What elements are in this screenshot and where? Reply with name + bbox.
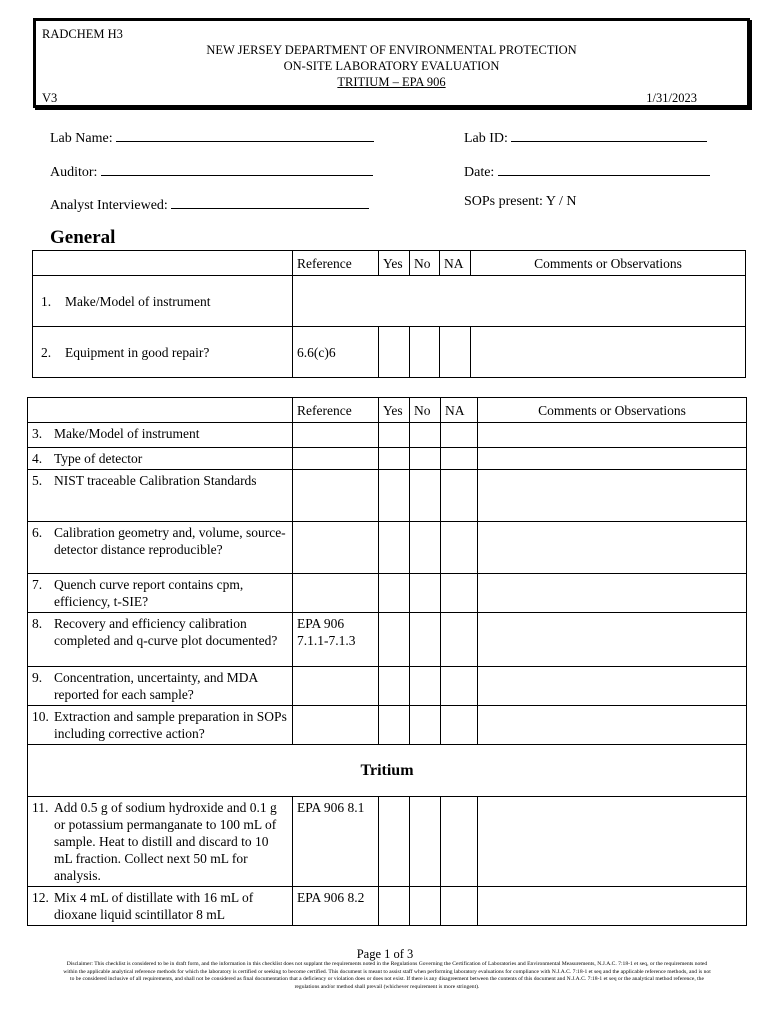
disclaimer-text: Disclaimer: This checklist is considered to be in draft form, and the information in this checklist does not supplant the requirements noted in the Regulations Governing the Certification of Laboratories and Environmental Measurements, N.J.A.C. 7:18-1 et seq, or the requirements noted within the applicable analytical reference methods for which the laboratory is certified or seeking to become certified. This document is meant to assist staff when performing laboratory evaluations for compliance with N.J.A.C. 7:18-1 et seq and the applicable reference methods, and is not to be considered inclusive of all requirements, and shall not be considered as final documentation that a deficiency or violation does or does not exist. If there is any disagreement between the contents of this document and N.J.A.C. 7:18-1 et seq or the analytical method reference, the regulations and/or method shall prevail (whichever requirement is more stringent). [63,961,711,990]
reference-cell [293,706,379,745]
no-cell[interactable] [410,797,441,887]
table-row [28,667,747,706]
no-cell[interactable] [410,887,441,926]
table-row [28,448,747,470]
tritium-table-body [28,797,747,926]
subsection-row [28,745,747,797]
question-number: 8. [32,616,43,631]
yes-cell[interactable] [379,887,410,926]
question-text: Mix 4 mL of distillate with 16 mL of dioxane liquid scintillator 8 mL [54,890,254,922]
lab-name-label: Lab Name: [50,131,113,146]
question-number: 12. [32,890,49,905]
section-title: General [50,227,116,248]
question-text: Extraction and sample preparation in SOPs including corrective action? [54,709,287,741]
question-cell [28,706,293,745]
yes-cell[interactable] [379,667,410,706]
document-header [33,18,750,108]
table-header-row [33,251,746,276]
yes-cell[interactable] [379,423,410,448]
yes-cell[interactable] [379,613,410,667]
question-cell [28,667,293,706]
question-text: Make/Model of instrument [65,293,211,309]
question-text: Add 0.5 g of sodium hydroxide and 0.1 g or potassium permanganate to 100 mL of sample. Heat to distill and discard to 10 mL fraction. Collect next 50 mL for analysis. [54,800,277,883]
table-row [28,797,747,887]
question-cell [28,574,293,613]
question-cell [28,423,293,448]
table-row [28,706,747,745]
table-row [28,613,747,667]
table-row [28,574,747,613]
yes-cell[interactable] [379,797,410,887]
department-title: NEW JERSEY DEPARTMENT OF ENVIRONMENTAL PROTECTION [206,43,577,57]
lab-id-line[interactable] [511,127,707,142]
comments-cell[interactable] [478,448,747,470]
reference-cell [293,522,379,574]
yes-cell[interactable] [379,470,410,522]
reference-cell [293,423,379,448]
yes-cell[interactable] [379,706,410,745]
header-no: No [410,251,440,276]
question-text: Concentration, uncertainty, and MDA reported for each sample? [54,670,258,702]
table-row [28,423,747,448]
question-cell [28,797,293,887]
header-reference: Reference [293,251,379,276]
reference-cell: EPA 906 8.2 [293,887,379,926]
question-number: 9. [32,670,43,685]
subsection-title: Tritium [28,745,747,797]
header-yes: Yes [379,251,410,276]
form-code: RADCHEM H3 [42,27,123,41]
header-no: No [410,398,441,423]
no-cell[interactable] [410,613,441,667]
auditor-label: Auditor: [50,165,98,180]
na-cell[interactable] [441,448,478,470]
question-number: 1. [41,293,52,309]
question-cell [28,522,293,574]
header-blank [33,251,293,276]
instrument-table [27,397,747,926]
question-number: 3. [32,426,43,441]
header-comments: Comments or Observations [471,251,746,276]
header-na: NA [440,251,471,276]
question-text: Equipment in good repair? [65,344,210,360]
comments-cell[interactable] [478,574,747,613]
header-blank [28,398,293,423]
method-title [36,75,747,90]
analyst-field[interactable] [50,194,369,214]
yes-cell[interactable] [379,522,410,574]
page-number: Page 1 of 3 [356,947,414,961]
reference-cell [293,667,379,706]
reference-cell [293,470,379,522]
no-cell[interactable] [410,574,441,613]
header-comments: Comments or Observations [478,398,747,423]
lab-name-line[interactable] [116,127,374,142]
na-cell[interactable] [441,470,478,522]
question-cell [33,276,293,327]
question-number: 2. [41,344,52,360]
question-text: Quench curve report contains cpm, efficiency, t-SIE? [54,577,244,609]
na-cell[interactable] [441,613,478,667]
answer-cell-merged[interactable] [293,276,746,327]
header-yes: Yes [379,398,410,423]
no-cell[interactable] [410,327,440,378]
reference-cell [293,574,379,613]
question-text: Calibration geometry and, volume, source-detector distance reproducible? [54,525,286,557]
question-text: NIST traceable Calibration Standards [54,473,257,488]
table-row [28,887,747,926]
comments-cell[interactable] [478,887,747,926]
sops-present-field[interactable] [464,194,577,210]
reference-cell: EPA 906 7.1.1-7.1.3 [293,613,379,667]
method-title-text: TRITIUM – EPA 906 [337,75,446,89]
question-number: 7. [32,577,43,592]
no-cell[interactable] [410,448,441,470]
question-text: Make/Model of instrument [54,426,200,441]
question-number: 5. [32,473,43,488]
yes-cell[interactable] [379,574,410,613]
comments-cell[interactable] [478,797,747,887]
question-cell [28,887,293,926]
question-number: 6. [32,525,43,540]
question-number: 4. [32,451,43,466]
na-cell[interactable] [441,522,478,574]
version-label: V3 [42,91,58,105]
header-na: NA [441,398,478,423]
na-cell[interactable] [441,887,478,926]
reference-cell: EPA 906 8.1 [293,797,379,887]
table-row [33,276,746,327]
analyst-label: Analyst Interviewed: [50,198,168,213]
evaluation-title: ON-SITE LABORATORY EVALUATION [283,59,500,73]
date-label: Date: [464,165,495,180]
table-row [33,327,746,378]
comments-cell[interactable] [478,470,747,522]
no-cell[interactable] [410,423,441,448]
no-cell[interactable] [410,470,441,522]
question-number: 10. [32,709,49,724]
lab-id-field[interactable] [464,127,707,147]
revision-date: 1/31/2023 [646,91,697,105]
yes-cell[interactable] [379,327,410,378]
general-table [32,250,746,378]
na-cell[interactable] [441,574,478,613]
question-cell [28,613,293,667]
date-line[interactable] [498,161,710,176]
auditor-field[interactable] [50,161,373,181]
question-cell [33,327,293,378]
auditor-line[interactable] [101,161,373,176]
question-cell [28,470,293,522]
sops-present-label: SOPs present: Y / N [464,194,577,209]
no-cell[interactable] [410,706,441,745]
reference-cell: 6.6(c)6 [293,327,379,378]
lab-name-field[interactable] [50,127,374,147]
na-cell[interactable] [441,706,478,745]
na-cell[interactable] [441,667,478,706]
lab-id-label: Lab ID: [464,131,508,146]
comments-cell[interactable] [471,327,746,378]
comments-cell[interactable] [478,522,747,574]
table-row [28,470,747,522]
header-reference: Reference [293,398,379,423]
na-cell[interactable] [441,797,478,887]
yes-cell[interactable] [379,448,410,470]
comments-cell[interactable] [478,706,747,745]
comments-cell[interactable] [478,613,747,667]
table-row [28,522,747,574]
comments-cell[interactable] [478,667,747,706]
question-text: Recovery and efficiency calibration completed and q-curve plot documented? [54,616,278,648]
no-cell[interactable] [410,522,441,574]
analyst-line[interactable] [171,194,369,209]
question-text: Type of detector [54,451,143,466]
na-cell[interactable] [441,423,478,448]
instrument-table-body [28,423,747,745]
comments-cell[interactable] [478,423,747,448]
question-number: 11. [32,800,49,815]
question-cell [28,448,293,470]
date-field[interactable] [464,161,710,181]
na-cell[interactable] [440,327,471,378]
reference-cell [293,448,379,470]
table-header-row [28,398,747,423]
no-cell[interactable] [410,667,441,706]
